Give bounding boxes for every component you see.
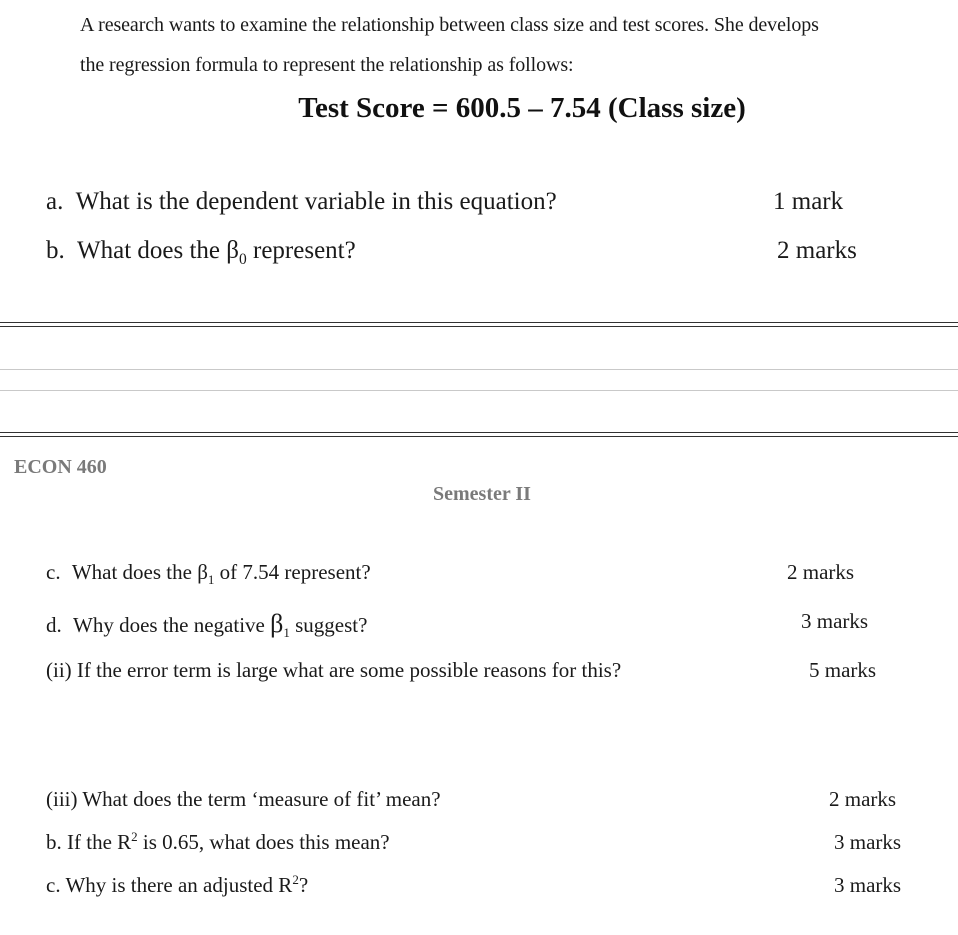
question-label: b. (46, 237, 65, 264)
question-text-pre: What does the (77, 237, 227, 264)
question-text-post: represent? (246, 237, 356, 264)
marks-iii: 2 marks (829, 787, 897, 811)
question-b2 (46, 830, 390, 855)
question-text (73, 609, 368, 641)
question-label: c. (46, 560, 61, 584)
course-code: ECON 460 (14, 456, 107, 478)
marks-a: 1 mark (773, 188, 844, 215)
question-text-pre: Why does the negative (73, 613, 271, 637)
marks-b: 2 marks (777, 237, 857, 264)
regression-equation: Test Score = 600.5 – 7.54 (Class size) (298, 92, 746, 124)
question-text (71, 560, 371, 588)
divider-single-1 (0, 369, 958, 370)
beta-subscript: 0 (239, 251, 247, 268)
beta-symbol: β (197, 560, 208, 584)
question-text-post: suggest? (289, 613, 368, 637)
beta-subscript: 1 (207, 572, 215, 588)
divider-double-top (0, 322, 958, 327)
beta-subscript: 1 (283, 625, 290, 641)
question-c2 (46, 873, 308, 898)
question-d (46, 609, 367, 639)
question-b (46, 237, 356, 268)
r-squared-superscript: 2 (292, 872, 299, 887)
marks-ii: 5 marks (809, 658, 877, 682)
question-text: What is the dependent variable in this equation? (75, 188, 557, 215)
question-ii: (ii) If the error term is large what are some possible reasons for this? (46, 658, 622, 682)
question-text (77, 237, 356, 268)
beta-symbol: β (226, 237, 239, 264)
intro-line-1: A research wants to examine the relationship between class size and test scores. She develops (80, 14, 819, 36)
question-iii: (iii) What does the term ‘measure of fit’ mean? (46, 787, 441, 811)
question-text-pre: c. Why is there an adjusted R (46, 873, 293, 897)
question-text-post: ? (298, 873, 309, 897)
question-text-pre: b. If the R (46, 830, 132, 854)
question-text-post: of 7.54 represent? (214, 560, 371, 584)
r-squared-superscript: 2 (131, 829, 138, 844)
divider-single-2 (0, 390, 958, 391)
beta-symbol: β (270, 609, 284, 638)
marks-d: 3 marks (801, 609, 869, 633)
semester-label: Semester II (433, 483, 531, 505)
question-a (46, 188, 557, 216)
marks-c2: 3 marks (834, 873, 902, 897)
question-text-post: is 0.65, what does this mean? (137, 830, 390, 854)
question-text-pre: What does the (71, 560, 198, 584)
intro-line-2: the regression formula to represent the relationship as follows: (80, 54, 574, 76)
question-label: d. (46, 613, 62, 637)
divider-double-bottom (0, 432, 958, 437)
marks-b2: 3 marks (834, 830, 902, 854)
marks-c: 2 marks (787, 560, 855, 584)
question-label: a. (46, 188, 64, 215)
question-c (46, 560, 371, 588)
